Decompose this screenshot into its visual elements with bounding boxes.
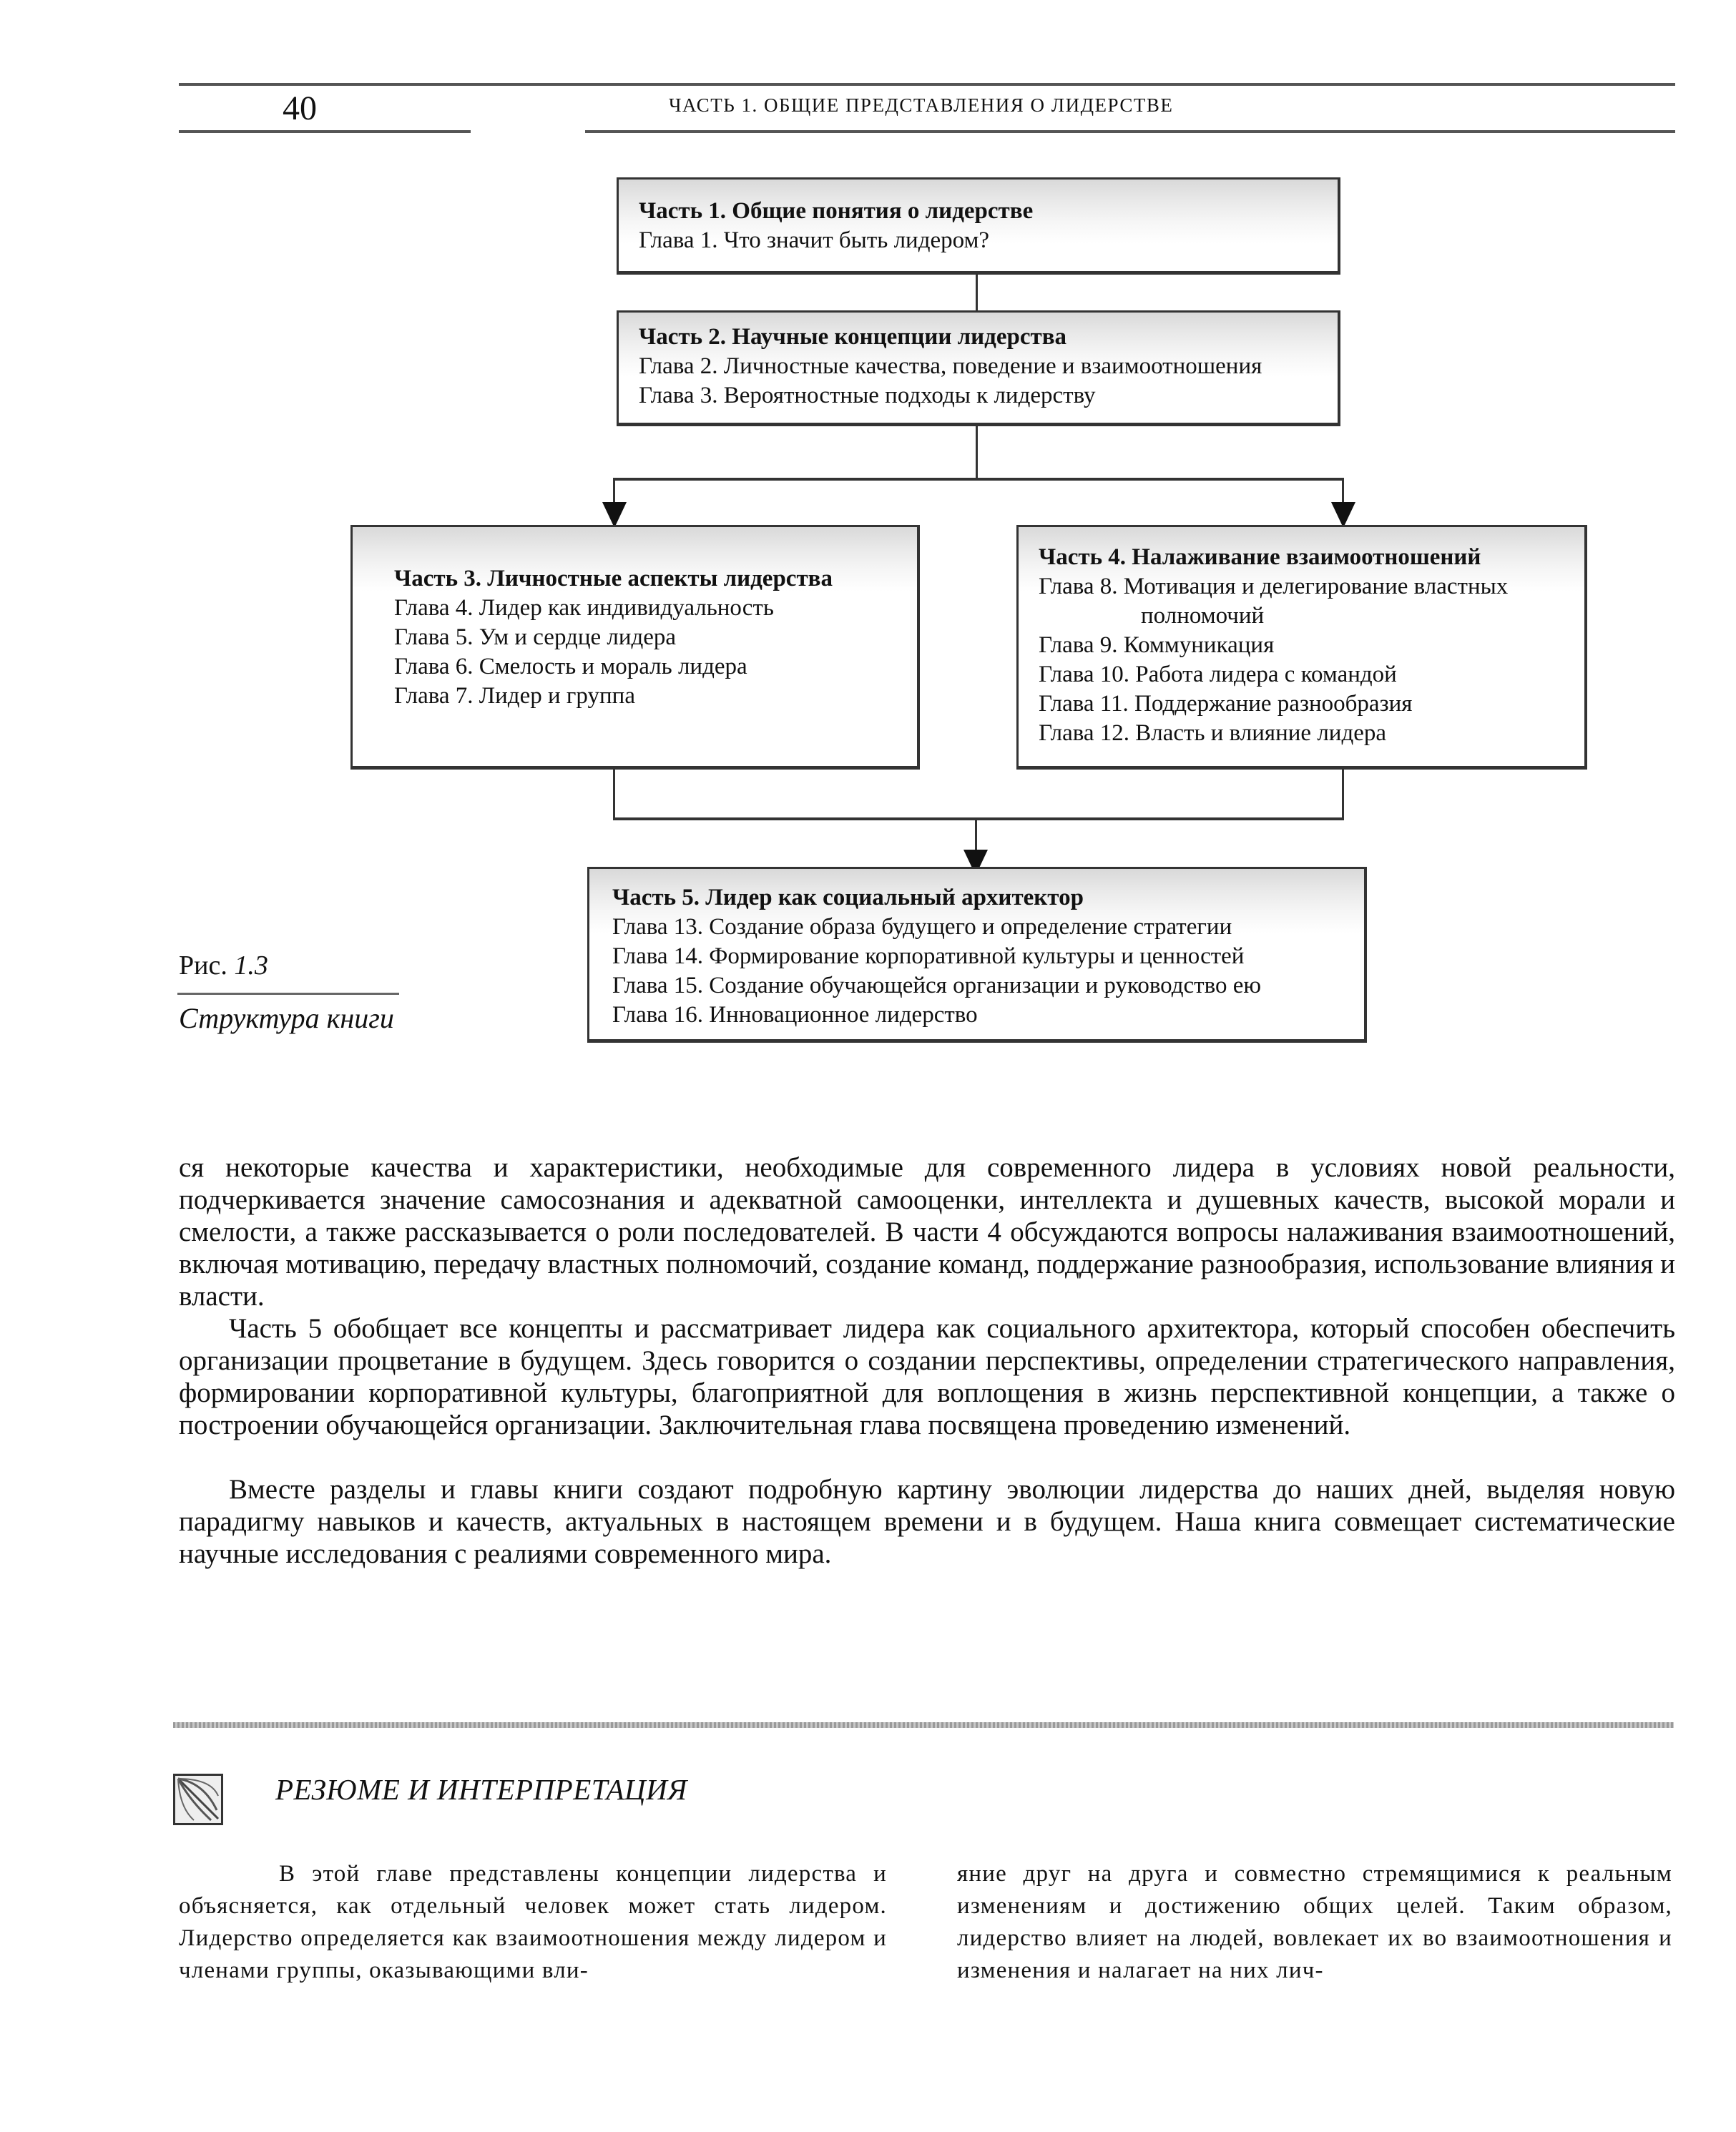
part-title: Часть 1. Общие понятия о лидерстве: [639, 198, 1034, 224]
running-title: ЧАСТЬ 1. ОБЩИЕ ПРЕДСТАВЛЕНИЯ О ЛИДЕРСТВЕ: [669, 94, 1174, 116]
chapter-line-continuation: полномочий: [1141, 603, 1265, 629]
figure-label-prefix: Рис.: [179, 950, 227, 981]
section-divider: [173, 1722, 1674, 1728]
chapter-line: Глава 15. Создание обучающейся организации и руководство ею: [612, 973, 1262, 998]
connector-line: [976, 275, 978, 310]
fan-emblem-icon: [175, 1776, 221, 1823]
chapter-line: Глава 2. Личностные качества, поведение и взаимоотношения: [639, 353, 1262, 379]
body-text: [179, 1151, 1675, 1570]
part-title: Часть 4. Налаживание взаимоотношений: [1039, 544, 1481, 570]
connector-line: [613, 478, 1344, 481]
section-title: РЕЗЮМЕ И ИНТЕРПРЕТАЦИЯ: [275, 1773, 687, 1806]
diagram-box-part-2: [617, 310, 1340, 426]
paragraph: ся некоторые качества и характеристики, необходимые для современного лидера в условиях новой реальности, подчеркивается значение самосознания и адекватной самооценки, интеллекта и душевных качеств, высокой морали и смелости, а также рассказывается о роли последователей. В части 4 обсуждаются вопросы налаживания взаимоотношений, включая мотивацию, передачу властных полномочий, создание команд, поддержание разнообразия, использование влияния и власти.: [179, 1152, 1675, 1312]
chapter-line: Глава 1. Что значит быть лидером?: [639, 227, 990, 253]
connector-line: [1342, 770, 1344, 820]
chapter-line: Глава 5. Ум и сердце лидера: [394, 624, 677, 650]
figure-caption: Структура книги: [179, 1002, 394, 1034]
chapter-line: Глава 14. Формирование корпоративной культуры и ценностей: [612, 943, 1245, 969]
diagram-box-part-3: [350, 525, 920, 770]
paragraph: В этой главе представлены концепции лидерства и объясняется, как отдельный человек может стать лидером. Лидерство определяется как взаимоотношения между лидером и членами группы, оказывающими вли-: [179, 1861, 887, 1983]
connector-line: [613, 770, 615, 820]
chapter-line: Глава 7. Лидер и группа: [394, 683, 635, 709]
part-title: Часть 5. Лидер как социальный архитектор: [612, 885, 1084, 910]
chapter-line: Глава 9. Коммуникация: [1039, 632, 1275, 658]
header-top-rule: [179, 83, 1675, 86]
summary-column-left: [179, 1858, 887, 1987]
summary-column-right: [957, 1858, 1672, 1987]
chapter-line: Глава 11. Поддержание разнообразия: [1039, 691, 1413, 717]
header-bottom-rule-right: [585, 130, 1675, 133]
diagram-box-part-1: [617, 177, 1340, 275]
paragraph: Часть 5 обобщает все концепты и рассматривает лидера как социального архитектора, который способен обеспечить организации процветание в будущем. Здесь говорится о создании перспективы, определении стратегического направления, формировании корпоративной культуры, благоприятной для воплощения в жизнь перспективной концепции, а также о построении обучающейся организации. Заключительная глава посвящена проведению изменений.: [179, 1313, 1675, 1440]
connector-line: [613, 817, 1344, 820]
paragraph: яние друг на друга и совместно стремящимися к реальным изменениям и достижению общих целей. Таким образом, лидерство влияет на людей, вовлекает их во взаимоотношения и изменения и налагает на них лич-: [957, 1861, 1672, 1983]
arrow-down-icon: [1331, 502, 1355, 528]
diagram-box-part-5: [587, 867, 1367, 1043]
arrow-down-icon: [602, 502, 627, 528]
part-title: Часть 3. Личностные аспекты лидерства: [394, 566, 833, 591]
chapter-line: Глава 13. Создание образа будущего и определение стратегии: [612, 914, 1232, 940]
chapter-line: Глава 16. Инновационное лидерство: [612, 1002, 978, 1028]
connector-line: [976, 426, 978, 479]
chapter-line: Глава 10. Работа лидера с командой: [1039, 662, 1397, 687]
figure-label: [179, 950, 268, 981]
part-title: Часть 2. Научные концепции лидерства: [639, 324, 1067, 350]
diagram-box-part-4: [1016, 525, 1587, 770]
chapter-line: Глава 4. Лидер как индивидуальность: [394, 595, 774, 621]
figure-caption-rule: [177, 993, 399, 995]
paragraph: Вместе разделы и главы книги создают подробную картину эволюции лидерства до наших дней, выделяя новую парадигму навыков и качеств, актуальных в настоящем времени и в будущем. Наша книга совмещает систематические научные исследования с реалиями современного мира.: [179, 1474, 1675, 1569]
header-bottom-rule-left: [179, 130, 471, 133]
page-number: 40: [283, 89, 317, 127]
chapter-line: Глава 3. Вероятностные подходы к лидерству: [639, 383, 1096, 408]
figure-number: 1.3: [234, 950, 268, 981]
chapter-line: Глава 12. Власть и влияние лидера: [1039, 720, 1387, 746]
section-emblem-icon: [173, 1774, 223, 1825]
chapter-line: Глава 8. Мотивация и делегирование властных: [1039, 574, 1509, 599]
chapter-line: Глава 6. Смелость и мораль лидера: [394, 654, 747, 679]
